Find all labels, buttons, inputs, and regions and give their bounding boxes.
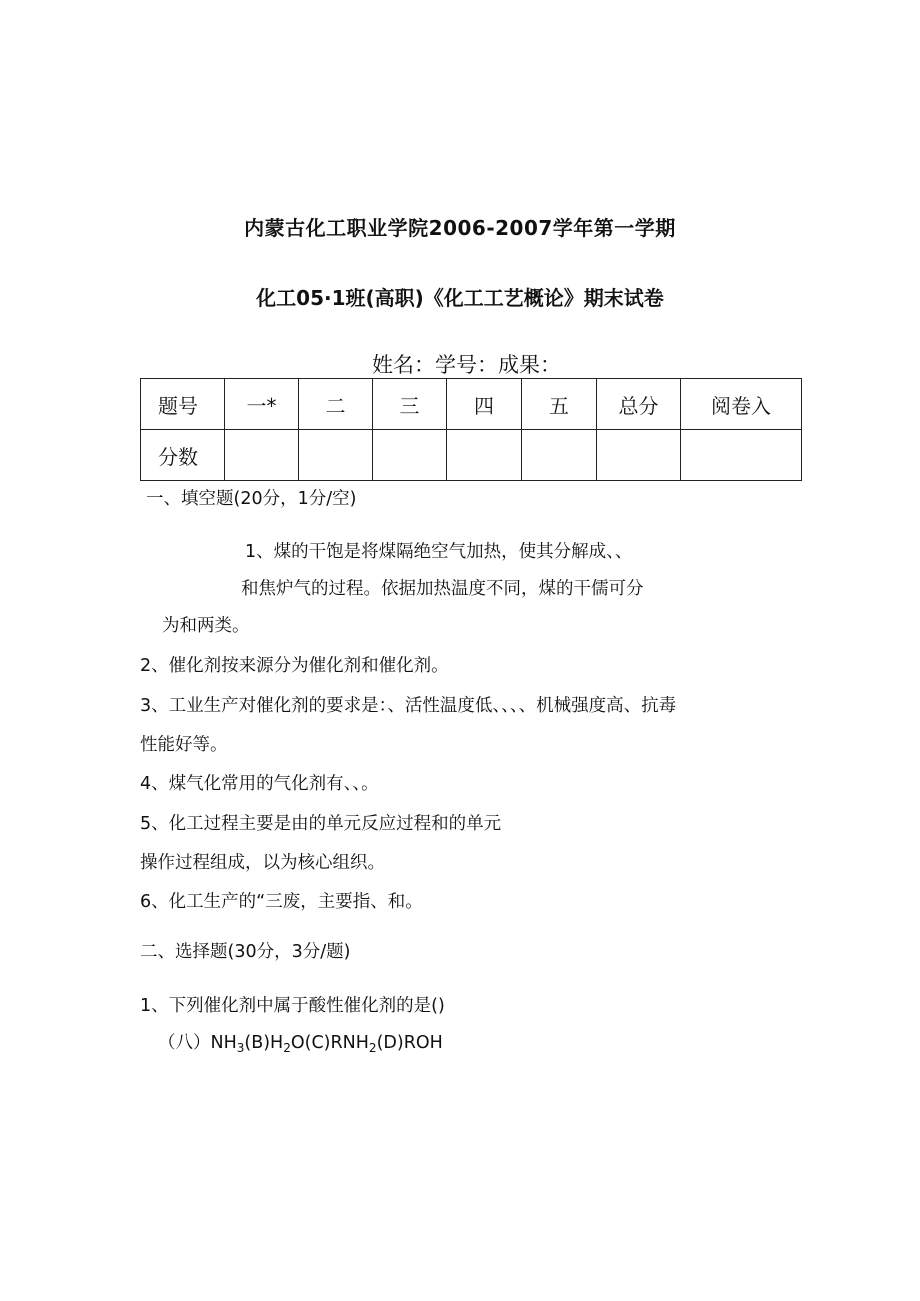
table-header-cell: 总分: [597, 379, 681, 430]
question-line: 3、工业生产对催化剂的要求是：、活性温度低、、、、机械强度高、抗毒: [140, 696, 677, 716]
score-table: [140, 378, 802, 481]
score-cell: [299, 430, 373, 481]
question-line: 5、化工过程主要是由的单元反应过程和的单元: [140, 814, 502, 834]
table-header-cell: 四: [447, 379, 522, 430]
section2-heading: 二、选择题(30分，3分/题): [140, 942, 351, 962]
question-line: 2、催化剂按来源分为催化剂和催化剂。: [140, 656, 449, 676]
score-table-score-row: [141, 430, 802, 481]
exam-title-line2: 化工05·1班(高职)《化工工艺概论》期末试卷: [256, 286, 664, 310]
table-header-cell: 题号: [141, 379, 225, 430]
option-text: O(C)RNH: [290, 1033, 369, 1053]
question-line: 为和两类。: [162, 616, 250, 636]
table-header-cell: 三: [373, 379, 447, 430]
score-cell: [225, 430, 299, 481]
table-header-cell: 阅卷入: [681, 379, 802, 430]
exam-title-line1: 内蒙古化工职业学院2006-2007学年第一学期: [244, 216, 676, 240]
score-cell: [373, 430, 447, 481]
question-options: [158, 1029, 443, 1055]
table-header-cell: 五: [522, 379, 597, 430]
question-line: 1、煤的干饱是将煤隔绝空气加热，使其分解成、、: [245, 542, 633, 562]
score-cell: [522, 430, 597, 481]
subscript: 2: [283, 1041, 291, 1055]
table-header-cell: 二: [299, 379, 373, 430]
question-line: 4、煤气化常用的气化剂有、、。: [140, 774, 379, 794]
score-cell: [681, 430, 802, 481]
score-table-header-row: [141, 379, 802, 430]
subscript: 3: [236, 1041, 245, 1055]
subscript: 2: [368, 1041, 377, 1055]
score-cell: [447, 430, 522, 481]
score-row-label: 分数: [141, 430, 225, 481]
option-text: (B)H: [244, 1033, 284, 1053]
section1-heading: 一、填空题(20分，1分/空): [146, 489, 357, 509]
question-line: 操作过程组成，以为核心组织。: [140, 853, 385, 873]
question-line: 1、下列催化剂中属于酸性催化剂的是(): [140, 996, 445, 1016]
student-info-line: 姓名：学号：成果：: [372, 353, 561, 377]
question-line: 6、化工生产的“三废，主要指、和。: [140, 892, 423, 912]
table-header-cell: 一*: [225, 379, 299, 430]
question-line: 性能好等。: [140, 735, 228, 755]
score-cell: [597, 430, 681, 481]
question-line: 和焦炉气的过程。依据加热温度不同，煤的干儒可分: [241, 579, 644, 599]
option-text: (D)ROH: [376, 1033, 443, 1053]
option-text: （八）NH: [158, 1033, 237, 1053]
